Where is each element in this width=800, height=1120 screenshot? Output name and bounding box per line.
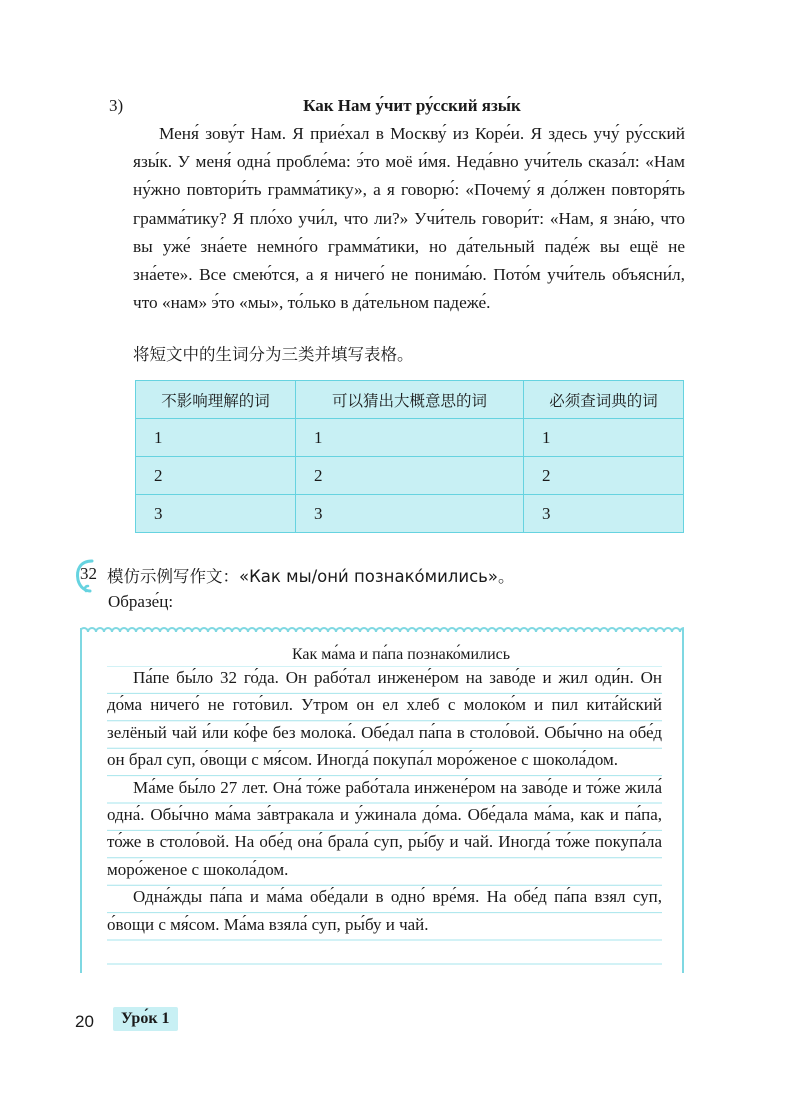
exercise-number: 32	[80, 564, 97, 583]
scalloped-border-icon	[80, 624, 684, 636]
sample-paragraph: Па́пе бы́ло 32 го́да. Он рабо́тал инжене́ром на заво́де и жил оди́н. Он до́ма ничего́ не гото́вил. Утром он ел хлеб с молоко́м и пил кита́йский зелёный чай и́ли ко́фе без молока́. Обе́дал па́па в столо́вой. Обы́чно на обе́д он брал суп, о́вощи с мя́сом. Иногда́ покупа́л моро́женое с шокола́дом.	[107, 668, 662, 770]
page-number: 20	[75, 1012, 94, 1031]
task-instruction: 将短文中的生词分为三类并填写表格。	[133, 345, 414, 364]
exercise-part-number: 3)	[109, 96, 124, 115]
table-cell[interactable]: 3	[296, 495, 524, 533]
table-row	[136, 419, 684, 457]
table-header: 必须查词典的词	[523, 381, 683, 419]
table-cell[interactable]: 2	[136, 457, 296, 495]
table-cell[interactable]: 1	[136, 419, 296, 457]
reading-title: Как Нам у́чит ру́сский язы́к	[303, 96, 521, 115]
reading-paragraph: Меня́ зову́т Нам. Я прие́хал в Москву́ из Коре́и. Я здесь учу́ ру́сский язы́к. У меня́ одна́ пробле́ма: э́то моё и́мя. Неда́вно учи́тель сказа́л: «Нам ну́жно повтори́ть грамма́тику», а я говорю́: «Почему́ я до́лжен повторя́ть грамма́тику? Я пло́хо учи́л, что ли?» Учи́тель говори́т: «Нам, я зна́ю, что вы уже́ зна́ете немно́го грамма́тики, но да́тельный паде́ж вы ещё не зна́ете». Все смею́тся, а я ничего́ не понима́ю. Пото́м учи́тель объясни́л, что «нам» э́то «мы», то́лько в да́тельном падеже́.	[133, 124, 685, 313]
sample-text	[107, 664, 662, 938]
sample-paragraph: Ма́ме бы́ло 27 лет. Она́ то́же рабо́тала инжене́ром на заво́де и то́же жила́ одна́. Обы́чно ма́ма за́втракала и у́жинала до́ма. Обе́дала ма́ма, как и па́па, то́же в столо́вой. На обе́д она́ брала́ суп, ры́бу и чай. Иногда́ то́же покупа́ла моро́женое с шокола́дом.	[107, 777, 662, 879]
table-row	[136, 457, 684, 495]
table-cell[interactable]: 1	[523, 419, 683, 457]
sample-label: Образе́ц:	[108, 592, 174, 611]
table-row	[136, 495, 684, 533]
table-header-row	[136, 381, 684, 419]
vocabulary-table	[135, 380, 684, 533]
table-cell[interactable]: 2	[296, 457, 524, 495]
table-cell[interactable]: 1	[296, 419, 524, 457]
sample-title: Как ма́ма и па́па познако́мились	[291, 646, 511, 663]
lesson-badge: Уро́к 1	[113, 1007, 178, 1031]
table-cell[interactable]: 3	[523, 495, 683, 533]
table-cell[interactable]: 3	[136, 495, 296, 533]
table-header: 可以猜出大概意思的词	[296, 381, 524, 419]
table-header: 不影响理解的词	[136, 381, 296, 419]
exercise-instruction: 模仿示例写作文：«Как мы/они́ познако́мились»。	[107, 567, 515, 586]
sample-paragraph: Одна́жды па́па и ма́ма обе́дали в одно́ вре́мя. На обе́д па́па взял суп, о́вощи с мя́сом. Ма́ма взяла́ суп, ры́бу и чай.	[107, 887, 662, 934]
table-cell[interactable]: 2	[523, 457, 683, 495]
